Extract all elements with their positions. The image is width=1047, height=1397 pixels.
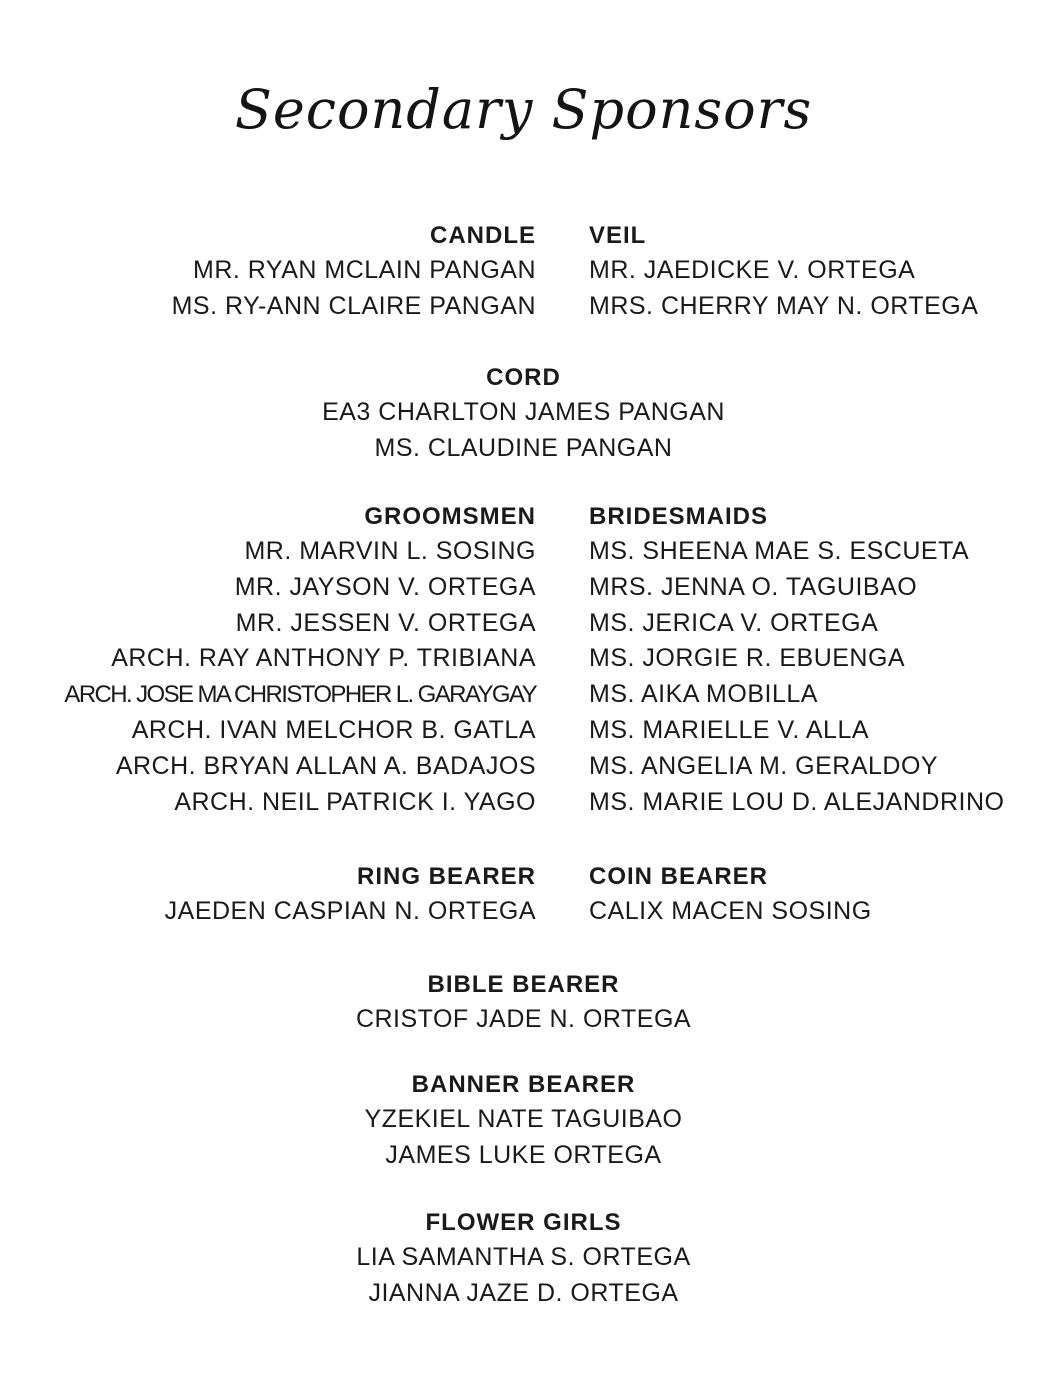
- bridesmaid-name: MS. MARIELLE V. ALLA: [589, 715, 870, 744]
- bridesmaid-name: MS. SHEENA MAE S. ESCUETA: [589, 537, 970, 565]
- bible-bearer-name: CRISTOF JADE N. ORTEGA: [355, 1005, 692, 1033]
- groomsman-name: ARCH. BRYAN ALLAN A. BADAJOS: [115, 751, 536, 780]
- banner-bearer-heading: BANNER BEARER: [411, 1071, 636, 1098]
- coin-bearer-name: CALIX MACEN SOSING: [589, 897, 872, 925]
- coin-bearer-heading: COIN BEARER: [589, 863, 769, 890]
- banner-bearer-name: JAMES LUKE ORTEGA: [385, 1140, 662, 1169]
- groomsman-name: ARCH. RAY ANTHONY P. TRIBIANA: [111, 644, 536, 673]
- candle-name: MR. RYAN MCLAIN PANGAN: [193, 256, 536, 284]
- ring-bearer-section: [16, 859, 536, 930]
- flower-girl-name: JIANNA JAZE D. ORTEGA: [368, 1278, 679, 1307]
- bible-bearer-heading: BIBLE BEARER: [427, 971, 620, 998]
- bridesmaids-heading: BRIDESMAIDS: [589, 503, 769, 530]
- candle-section: [16, 218, 536, 325]
- candle-name: MS. RY-ANN CLAIRE PANGAN: [171, 291, 536, 320]
- groomsman-name: MR. MARVIN L. SOSING: [244, 537, 536, 565]
- groomsman-name: MR. JAYSON V. ORTEGA: [234, 572, 536, 601]
- bridesmaid-name: MS. JERICA V. ORTEGA: [589, 608, 879, 637]
- veil-heading: VEIL: [589, 222, 647, 249]
- groomsman-name: ARCH. IVAN MELCHOR B. GATLA: [131, 715, 536, 744]
- cord-name: EA3 CHARLTON JAMES PANGAN: [322, 398, 725, 426]
- bridesmaid-name: MS. AIKA MOBILLA: [589, 680, 818, 709]
- groomsman-name: ARCH. NEIL PATRICK I. YAGO: [174, 787, 536, 816]
- groomsmen-heading: GROOMSMEN: [364, 503, 536, 530]
- cord-heading: CORD: [486, 364, 561, 391]
- ring-bearer-name: JAEDEN CASPIAN N. ORTEGA: [164, 897, 536, 925]
- banner-bearer-name: YZEKIEL NATE TAGUIBAO: [364, 1105, 683, 1133]
- bridesmaids-section: [589, 499, 1044, 820]
- bible-bearer-section: [0, 967, 1047, 1038]
- flower-girl-name: LIA SAMANTHA S. ORTEGA: [356, 1243, 691, 1271]
- groomsman-name: ARCH. JOSE MA CHRISTOPHER L. GARAYGAY: [64, 681, 536, 709]
- page-title: Secondary Sponsors: [234, 78, 813, 141]
- flower-girls-section: [0, 1205, 1047, 1312]
- banner-bearer-section: [0, 1067, 1047, 1174]
- veil-name: MRS. CHERRY MAY N. ORTEGA: [589, 291, 979, 320]
- cord-section: [0, 360, 1047, 467]
- bridesmaid-name: MS. JORGIE R. EBUENGA: [589, 644, 906, 673]
- cord-name: MS. CLAUDINE PANGAN: [374, 433, 673, 462]
- flower-girls-heading: FLOWER GIRLS: [425, 1209, 622, 1236]
- coin-bearer-section: [589, 859, 1039, 930]
- bridesmaid-name: MRS. JENNA O. TAGUIBAO: [589, 572, 918, 601]
- veil-name: MR. JAEDICKE V. ORTEGA: [589, 256, 916, 284]
- bridesmaid-name: MS. ANGELIA M. GERALDOY: [589, 751, 939, 780]
- groomsman-name: MR. JESSEN V. ORTEGA: [235, 608, 536, 637]
- groomsmen-section: [6, 499, 536, 820]
- ring-bearer-heading: RING BEARER: [356, 863, 536, 890]
- veil-section: [589, 218, 1039, 325]
- bridesmaid-name: MS. MARIE LOU D. ALEJANDRINO: [589, 787, 1005, 816]
- candle-heading: CANDLE: [430, 222, 536, 249]
